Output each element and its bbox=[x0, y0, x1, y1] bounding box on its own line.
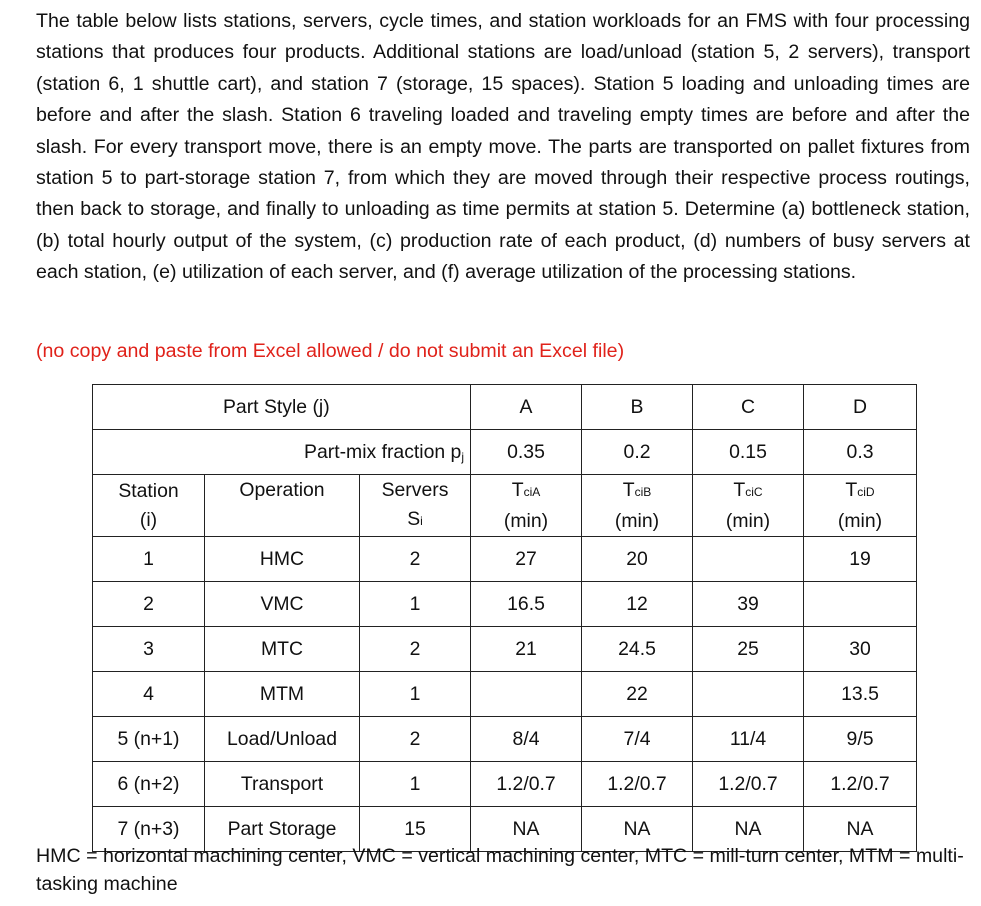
time-cell-d bbox=[804, 582, 917, 627]
operation-label: Operation bbox=[239, 479, 325, 501]
time-cell-a: 8/4 bbox=[471, 717, 582, 762]
tc-header-d: TciD (min) bbox=[804, 475, 917, 537]
servers-column-header bbox=[360, 475, 471, 537]
time-cell-a bbox=[471, 672, 582, 717]
time-cell-b: 7/4 bbox=[582, 717, 693, 762]
time-cell-b: 12 bbox=[582, 582, 693, 627]
time-cell-c: 25 bbox=[693, 627, 804, 672]
time-cell-c: 39 bbox=[693, 582, 804, 627]
part-mix-header bbox=[93, 430, 471, 475]
time-cell-b: NA bbox=[582, 807, 693, 852]
station-label-line1: Station bbox=[118, 479, 179, 502]
part-mix-d: 0.3 bbox=[804, 430, 917, 475]
table-row bbox=[93, 537, 917, 582]
part-mix-c: 0.15 bbox=[693, 430, 804, 475]
time-cell-d: 1.2/0.7 bbox=[804, 762, 917, 807]
table-row bbox=[93, 717, 917, 762]
problem-statement: The table below lists stations, servers, cycle times, and station workloads for an FMS with four processing stations that produces four products. Additional stations are load/unload (station 5, 2 servers), transport (station 6, 1 shuttle cart), and station 7 (storage, 15 spaces). Station 5 loading and unloading times are before and after the slash. Station 6 traveling loaded and traveling empty times are before and after the slash. For every transport move, there is an empty move. The parts are transported on pallet fixtures from station 5 to part-storage station 7, from which they are moved through their respective process routings, then back to storage, and finally to unloading as time permits at station 5. Determine (a) bottleneck station, (b) total hourly output of the system, (c) production rate of each product, (d) numbers of busy servers at each station, (e) utilization of each server, and (f) average utilization of the processing stations. bbox=[36, 10, 970, 284]
time-cell-d: 9/5 bbox=[804, 717, 917, 762]
operation-cell: MTM bbox=[205, 672, 360, 717]
operation-column-header bbox=[205, 475, 360, 537]
time-cell-b: 24.5 bbox=[582, 627, 693, 672]
part-style-header: Part Style (j) bbox=[93, 385, 471, 430]
table-row bbox=[93, 627, 917, 672]
operation-cell: VMC bbox=[205, 582, 360, 627]
servers-cell: 1 bbox=[360, 762, 471, 807]
tc-header-a: TciA (min) bbox=[471, 475, 582, 537]
excel-note: (no copy and paste from Excel allowed / do not submit an Excel file) bbox=[36, 340, 625, 362]
time-cell-d: 30 bbox=[804, 627, 917, 672]
time-cell-b: 22 bbox=[582, 672, 693, 717]
style-header-d: D bbox=[804, 385, 917, 430]
station-cell: 2 bbox=[93, 582, 205, 627]
time-cell-a: 16.5 bbox=[471, 582, 582, 627]
time-cell-c: 1.2/0.7 bbox=[693, 762, 804, 807]
station-column-header bbox=[93, 475, 205, 537]
time-cell-a: NA bbox=[471, 807, 582, 852]
time-cell-a: 1.2/0.7 bbox=[471, 762, 582, 807]
table-row bbox=[93, 762, 917, 807]
station-cell: 1 bbox=[93, 537, 205, 582]
part-mix-a: 0.35 bbox=[471, 430, 582, 475]
time-cell-d: 19 bbox=[804, 537, 917, 582]
station-cell: 4 bbox=[93, 672, 205, 717]
time-cell-d: NA bbox=[804, 807, 917, 852]
tc-header-c: TciC (min) bbox=[693, 475, 804, 537]
time-cell-b: 1.2/0.7 bbox=[582, 762, 693, 807]
servers-cell: 1 bbox=[360, 582, 471, 627]
servers-label-line2: Si bbox=[407, 507, 423, 530]
time-cell-d: 13.5 bbox=[804, 672, 917, 717]
operation-cell: HMC bbox=[205, 537, 360, 582]
time-cell-c bbox=[693, 672, 804, 717]
operation-cell: Transport bbox=[205, 762, 360, 807]
servers-label-line1: Servers bbox=[381, 478, 449, 501]
time-cell-c: 11/4 bbox=[693, 717, 804, 762]
servers-cell: 1 bbox=[360, 672, 471, 717]
style-header-a: A bbox=[471, 385, 582, 430]
servers-cell: 15 bbox=[360, 807, 471, 852]
style-header-c: C bbox=[693, 385, 804, 430]
table-row bbox=[93, 582, 917, 627]
tc-header-b: TciB (min) bbox=[582, 475, 693, 537]
style-header-b: B bbox=[582, 385, 693, 430]
servers-cell: 2 bbox=[360, 717, 471, 762]
time-cell-a: 27 bbox=[471, 537, 582, 582]
part-mix-subscript: j bbox=[461, 449, 465, 464]
time-cell-c bbox=[693, 537, 804, 582]
abbreviation-footnote: HMC = horizontal machining center, VMC = vertical machining center, MTC = mill-turn center, MTM = multi-tasking machine bbox=[36, 845, 964, 895]
part-mix-label: Part-mix fraction p bbox=[304, 440, 462, 463]
time-cell-b: 20 bbox=[582, 537, 693, 582]
servers-cell: 2 bbox=[360, 537, 471, 582]
operation-cell: MTC bbox=[205, 627, 360, 672]
station-cell: 7 (n+3) bbox=[93, 807, 205, 852]
fms-data-table bbox=[92, 384, 917, 852]
time-cell-c: NA bbox=[693, 807, 804, 852]
table-row bbox=[93, 672, 917, 717]
time-cell-a: 21 bbox=[471, 627, 582, 672]
servers-cell: 2 bbox=[360, 627, 471, 672]
part-mix-b: 0.2 bbox=[582, 430, 693, 475]
operation-cell: Load/Unload bbox=[205, 717, 360, 762]
station-cell: 3 bbox=[93, 627, 205, 672]
station-cell: 6 (n+2) bbox=[93, 762, 205, 807]
station-cell: 5 (n+1) bbox=[93, 717, 205, 762]
station-label-line2: (i) bbox=[139, 508, 158, 531]
operation-cell: Part Storage bbox=[205, 807, 360, 852]
